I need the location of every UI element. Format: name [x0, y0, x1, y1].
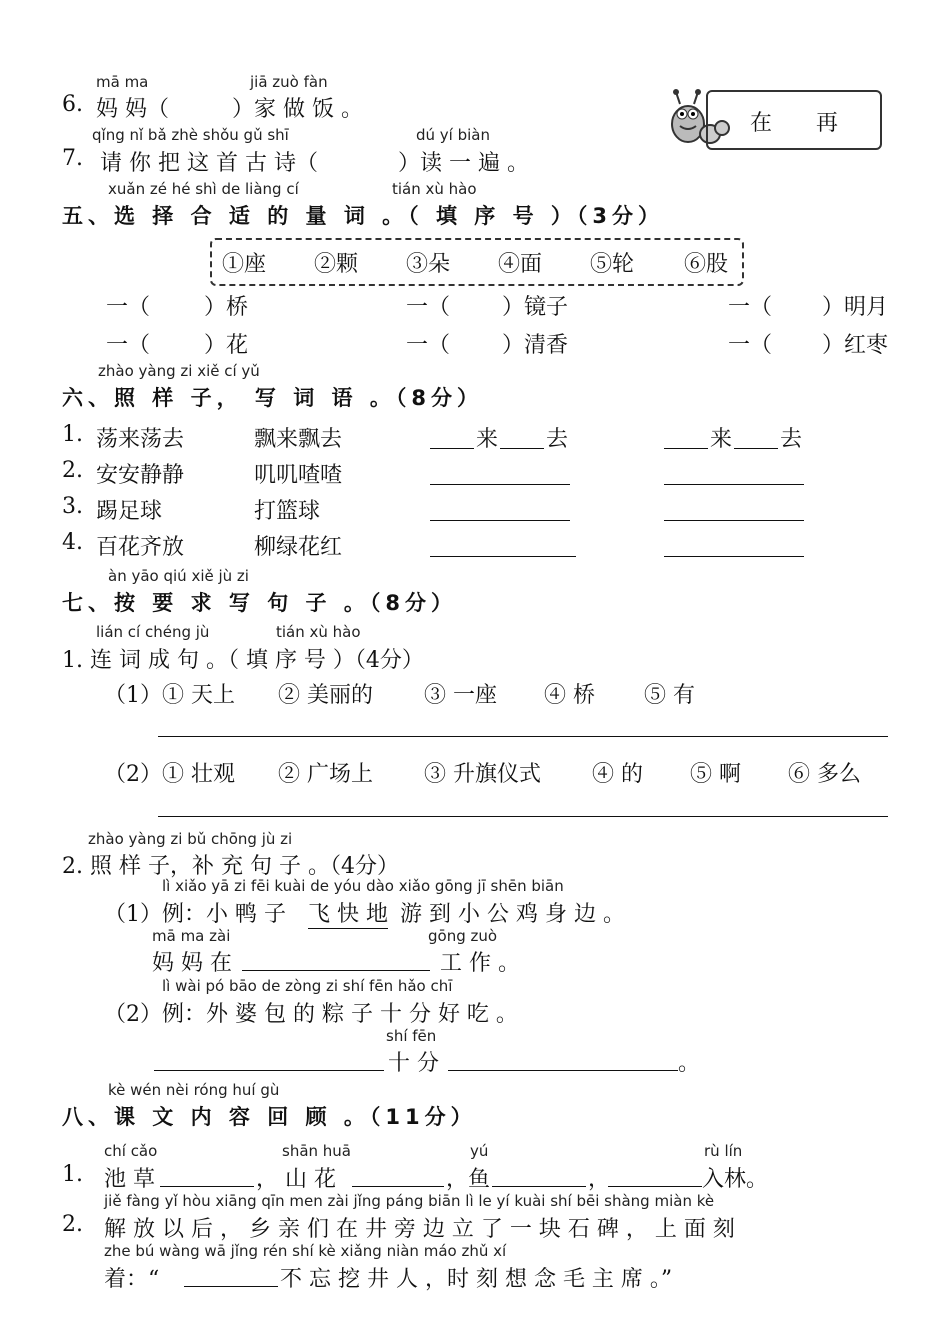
s8-q1-pinyin-3: yú — [470, 1142, 489, 1160]
option-1: ①座 — [222, 252, 267, 277]
s5-item-3-post: ）明月 — [822, 295, 889, 320]
option-4: ④面 — [498, 252, 543, 277]
s7-q1-1-answer-line[interactable] — [158, 736, 888, 737]
s5-item-6-post: ）红枣 — [822, 333, 889, 358]
option-3: ③朵 — [406, 252, 451, 277]
s6-row1-blank-4[interactable] — [734, 448, 778, 449]
s6-row3-num: 3. — [62, 494, 83, 519]
s6-row4-blank-1[interactable] — [430, 556, 576, 557]
s6-row2-blank-2[interactable] — [664, 484, 804, 485]
s6-row1-a: 荡来荡去 — [96, 427, 185, 452]
s6-row3-blank-2[interactable] — [664, 520, 804, 521]
s8-q2-num: 2. — [62, 1212, 83, 1237]
s7-f2-pinyin: shí fēn — [386, 1027, 437, 1045]
s6-row3-b: 打篮球 — [254, 499, 321, 524]
s6-row4-blank-2[interactable] — [664, 556, 804, 557]
s7-q1-1-opt4: ④ 桥 — [544, 683, 595, 708]
s7-ex1-mid: 飞 快 地 — [308, 897, 388, 929]
s7-q1-2-opt6: ⑥ 多么 — [788, 762, 861, 787]
s6-row2-blank-1[interactable] — [430, 484, 570, 485]
s6-row2-num: 2. — [62, 458, 83, 483]
s5-item-2-post: ）镜子 — [502, 295, 569, 320]
s7-q1-2-opt4: ④ 的 — [592, 762, 643, 787]
q7-text-post: ）读 一 遍 。 — [398, 151, 529, 176]
s5-item-1-pre: 一（ — [106, 295, 151, 320]
s6-pinyin: zhào yàng zi xiě cí yǔ — [98, 362, 260, 380]
s6-row3-blank-1[interactable] — [430, 520, 570, 521]
s6-row1-b: 飘来飘去 — [254, 427, 343, 452]
s7-f1-blank[interactable] — [242, 970, 430, 971]
s7-q1-1-opt1: （1）① 天上 — [104, 683, 235, 708]
s5-pinyin: xuǎn zé hé shì de liàng cí — [108, 180, 299, 198]
s8-q1-blank-3[interactable] — [492, 1186, 586, 1187]
s7-f2-blank-2[interactable] — [448, 1070, 678, 1071]
s6-row1-d2: 去 — [780, 427, 803, 452]
s8-q1-pinyin-2: shān huā — [282, 1142, 351, 1160]
s5-item-3-pre: 一（ — [728, 295, 773, 320]
s6-row2-a: 安安静静 — [96, 463, 185, 488]
s7-q1-2-opt1: （2）① 壮观 — [104, 762, 235, 787]
s7-f1-post: 工 作 。 — [440, 951, 520, 976]
badge-text: 在 再 — [750, 111, 839, 136]
s6-row1-blank-3[interactable] — [664, 448, 708, 449]
option-5: ⑤轮 — [590, 252, 635, 277]
s7-q1-2-opt5: ⑤ 啊 — [690, 762, 741, 787]
s8-q1-b: ， 山 花 — [256, 1167, 336, 1192]
s6-row1-blank-2[interactable] — [500, 448, 544, 449]
s8-q1-blank-1[interactable] — [160, 1186, 254, 1187]
s8-q2-pinyin-2: zhe bú wàng wā jǐng rén shí kè xiǎng niàn máo zhǔ xí — [104, 1242, 507, 1260]
s5-item-6-pre: 一（ — [728, 333, 773, 358]
s6-row3-a: 踢足球 — [96, 499, 163, 524]
s8-q1-pinyin-1: chí cǎo — [104, 1142, 158, 1160]
s6-row4-a: 百花齐放 — [96, 535, 185, 560]
s7-q1-2-opt3: ③ 升旗仪式 — [424, 762, 541, 787]
q6-pinyin-b: jiā zuò fàn — [250, 73, 328, 91]
s7-ex2-pinyin: lì wài pó bāo de zòng zi shí fēn hǎo chī — [162, 977, 453, 995]
s7-f2-mid: 十 分 — [388, 1051, 439, 1076]
s5-item-5-pre: 一（ — [406, 333, 451, 358]
s6-row1-c2: 去 — [546, 427, 569, 452]
s8-q2-blank[interactable] — [184, 1286, 278, 1287]
s7-q1-2-answer-line[interactable] — [158, 816, 888, 817]
s7-q1-2-opt2: ② 广场上 — [278, 762, 373, 787]
s7-pinyin: àn yāo qiú xiě jù zi — [108, 567, 249, 585]
s6-title: 六、照 样 子， 写 词 语 。（8分） — [62, 386, 483, 410]
option-2: ②颗 — [314, 252, 359, 277]
s5-item-4-pre: 一（ — [106, 333, 151, 358]
s8-q1-num: 1. — [62, 1162, 83, 1187]
s7-f2-end: 。 — [678, 1051, 701, 1076]
s7-f1-pre: 妈 妈 在 — [152, 951, 232, 976]
s7-q1-1-opt3: ③ 一座 — [424, 683, 497, 708]
s7-q2-title: 2. 照 样 子，补 充 句 子 。（4分） — [62, 854, 399, 879]
s5-pinyin-2: tián xù hào — [392, 180, 477, 198]
s5-item-4-post: ）花 — [204, 333, 249, 358]
s6-row2-b: 叽叽喳喳 — [254, 463, 343, 488]
q7-text-pre: 请 你 把 这 首 古 诗（ — [100, 151, 318, 176]
s5-options-box — [210, 238, 744, 286]
q7-number: 7. — [62, 146, 83, 171]
q6-text-pre: 妈 妈（ — [96, 97, 169, 122]
s5-item-1-post: ）桥 — [204, 295, 249, 320]
s7-f1-pinyin-2: gōng zuò — [428, 927, 498, 945]
s5-item-2-pre: 一（ — [406, 295, 451, 320]
s8-q2-line1: 解 放 以 后 ， 乡 亲 们 在 井 旁 边 立 了 一 块 石 碑 ， 上 面 刻 — [104, 1217, 735, 1242]
q7-pinyin-a: qǐng nǐ bǎ zhè shǒu gǔ shī — [92, 126, 289, 144]
s5-item-5-post: ）清香 — [502, 333, 569, 358]
s7-q1-pinyin: lián cí chéng jù — [96, 623, 210, 641]
s7-ex1-post: 游 到 小 公 鸡 身 边 。 — [400, 902, 625, 927]
s8-q2-post: 不 忘 挖 井 人 ，时 刻 想 念 毛 主 席 。” — [280, 1267, 673, 1292]
s6-row1-blank-1[interactable] — [430, 448, 474, 449]
s8-q1-blank-4[interactable] — [608, 1186, 702, 1187]
s8-q1-c: ，鱼 — [446, 1167, 491, 1192]
option-6: ⑥股 — [684, 252, 729, 277]
s8-q1-a: 池 草 — [104, 1167, 155, 1192]
s8-q2-pre: 着：“ — [104, 1267, 160, 1292]
s6-row4-b: 柳绿花红 — [254, 535, 343, 560]
s7-f1-pinyin: mā ma zài — [152, 927, 231, 945]
s7-ex1-pinyin: lì xiǎo yā zi fēi kuài de yóu dào xiǎo gōng jī shēn biān — [162, 877, 564, 895]
s7-q1-title: 1. 连 词 成 句 。（ 填 序 号 ）（4分） — [62, 648, 424, 673]
s6-row1-c1: 来 — [476, 427, 499, 452]
s8-q2-pinyin: jiě fàng yǐ hòu xiāng qīn men zài jǐng páng biān lì le yí kuài shí bēi shàng miàn kè — [104, 1192, 715, 1210]
q6-pinyin-a: mā ma — [96, 73, 149, 91]
s6-row1-d1: 来 — [710, 427, 733, 452]
s7-q1-1-opt2: ② 美丽的 — [278, 683, 373, 708]
s8-q1-pinyin-4: rù lín — [704, 1142, 743, 1160]
s7-q1-pinyin-2: tián xù hào — [276, 623, 361, 641]
s8-q1-e: 入林。 — [702, 1167, 769, 1192]
s5-title: 五、选 择 合 适 的 量 词 。（ 填 序 号 ）（3分） — [62, 204, 665, 228]
s8-q1-blank-2[interactable] — [352, 1186, 444, 1187]
s7-q1-1-opt5: ⑤ 有 — [644, 683, 695, 708]
s8-title: 八、课 文 内 容 回 顾 。（11分） — [62, 1105, 477, 1129]
s7-f2-blank-1[interactable] — [154, 1070, 384, 1071]
s8-pinyin: kè wén nèi róng huí gù — [108, 1081, 280, 1099]
s6-row1-num: 1. — [62, 422, 83, 447]
q6-number: 6. — [62, 92, 83, 117]
q7-pinyin-b: dú yí biàn — [416, 126, 490, 144]
s7-q2-pinyin: zhào yàng zi bǔ chōng jù zi — [88, 830, 293, 848]
s7-ex1-pre: （1）例：小 鸭 子 — [104, 902, 286, 927]
s7-ex2: （2）例：外 婆 包 的 粽 子 十 分 好 吃 。 — [104, 1002, 518, 1027]
s8-q1-d: ， — [588, 1167, 611, 1192]
q6-text-post: ）家 做 饭 。 — [232, 97, 363, 122]
s6-row4-num: 4. — [62, 530, 83, 555]
s7-title: 七、按 要 求 写 句 子 。（8分） — [62, 591, 457, 615]
